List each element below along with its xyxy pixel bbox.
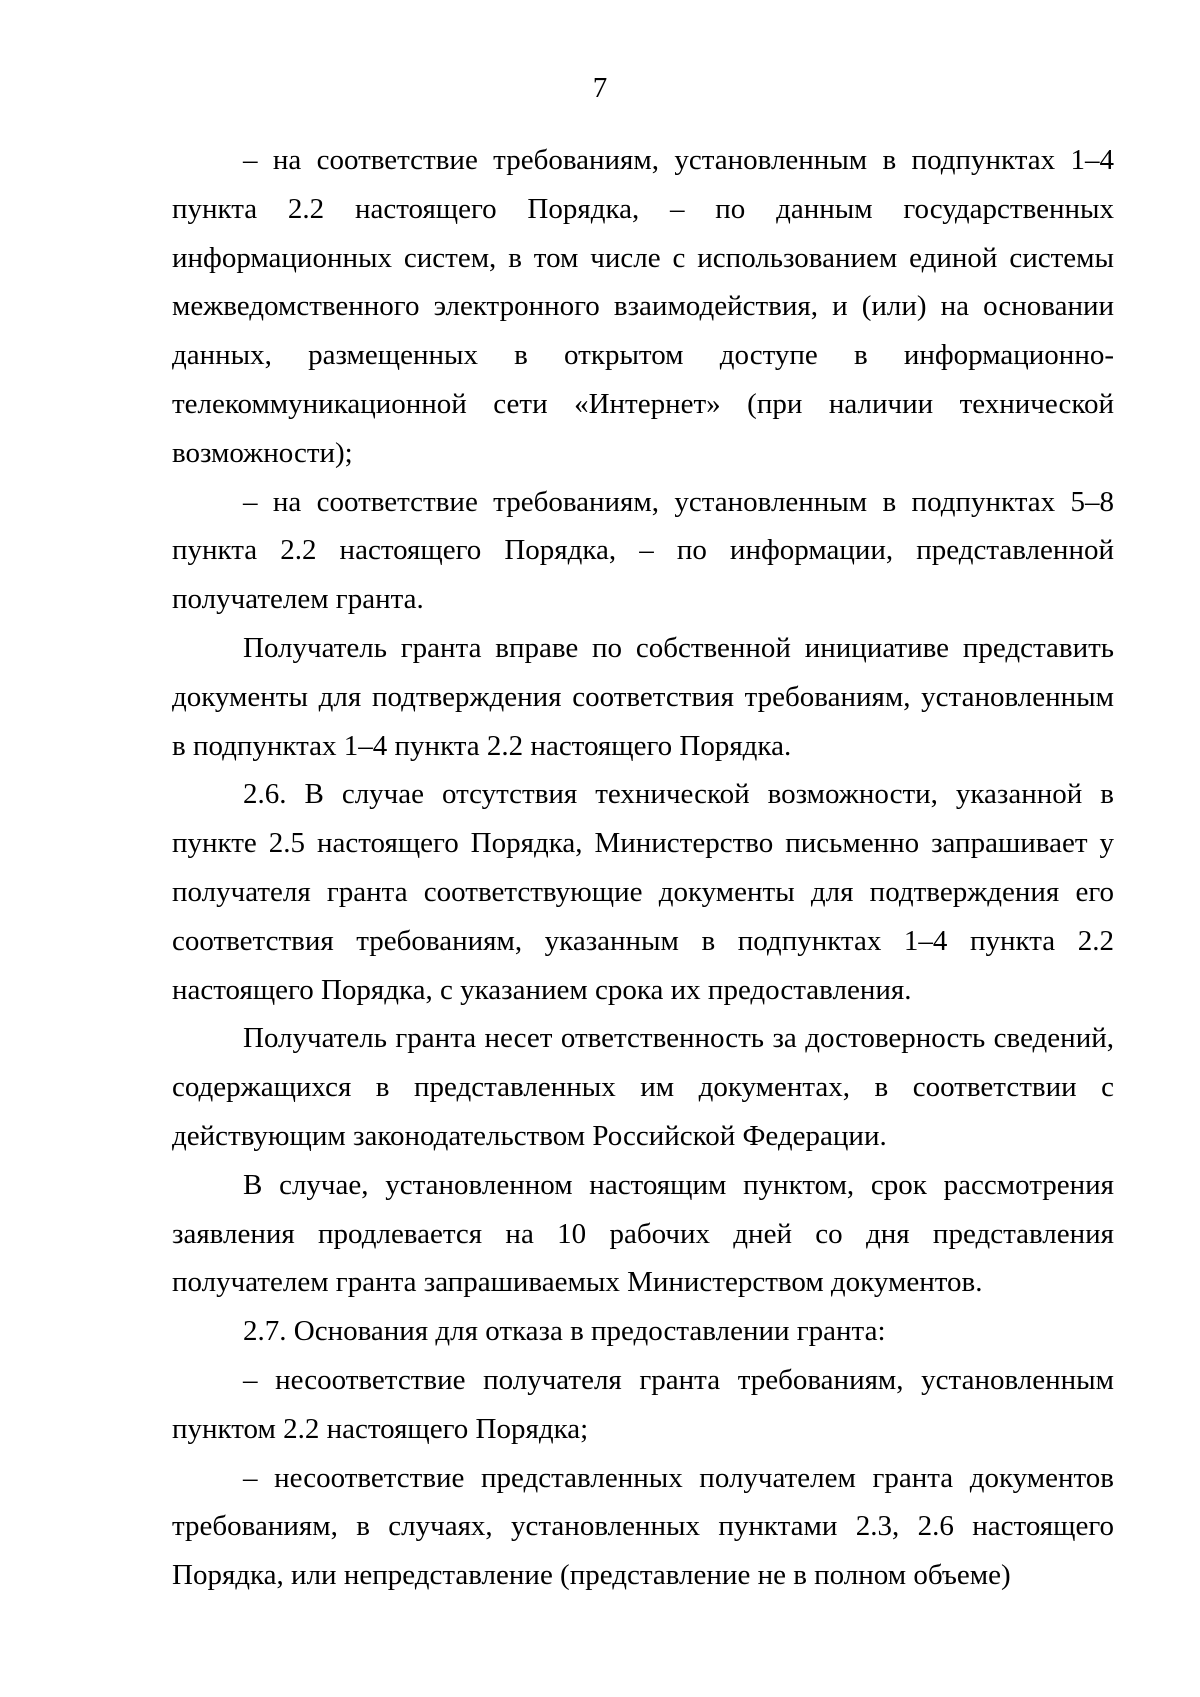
paragraph-responsibility: Получатель гранта несет ответственность за достоверность сведений, содержащихся в представленных им документах, в соответствии с действующим законодательством Российской Федерации. (172, 1022, 1114, 1152)
paragraph-own-initiative: Получатель гранта вправе по собственной инициативе представить документы для подтверждения соответствия требованиям, установленным в подпунктах 1–4 пункта 2.2 настоящего Порядка. (172, 631, 1114, 762)
paragraph-2-7-heading: 2.7. Основания для отказа в предоставлении гранта: (243, 1315, 886, 1348)
document-body (172, 136, 1114, 1600)
paragraph-verification-5-8: – на соответствие требованиям, установленным в подпунктах 5–8 пункта 2.2 настоящего Порядка, – по информации, представленной получателем гранта. (172, 485, 1114, 616)
paragraph-refusal-reason-2: – несоответствие представленных получателем гранта документов требованиям, в случаях, установленных пунктами 2.3, 2.6 настоящего Порядка, или непредставление (представление не в полном объеме) (172, 1461, 1114, 1592)
paragraph-refusal-reason-1: – несоответствие получателя гранта требованиям, установленным пунктом 2.2 настоящего Порядка; (172, 1363, 1114, 1445)
paragraph-2-6: 2.6. В случае отсутствия технической возможности, указанной в пункте 2.5 настоящего Порядка, Министерство письменно запрашивает у получателя гранта соответствующие документы для подтверждения его соответствия требованиям, указанным в подпунктах 1–4 пункта 2.2 настоящего Порядка, с указанием срока их предоставления. (172, 778, 1114, 1006)
paragraph-term-extension: В случае, установленном настоящим пунктом, срок рассмотрения заявления продлевается на 10 рабочих дней со дня представления получателем гранта запрашиваемых Министерством документов. (172, 1168, 1114, 1299)
page-number: 7 (592, 72, 608, 104)
paragraph-verification-1-4: – на соответствие требованиям, установленным в подпунктах 1–4 пункта 2.2 настоящего Порядка, – по данным государственных информационных систем, в том числе с использованием единой системы межведомственного электронного взаимодействия, и (или) на основании данных, размещенных в открытом доступе в информационно-телекоммуникационной сети «Интернет» (при наличии технической возможности); (172, 144, 1114, 469)
